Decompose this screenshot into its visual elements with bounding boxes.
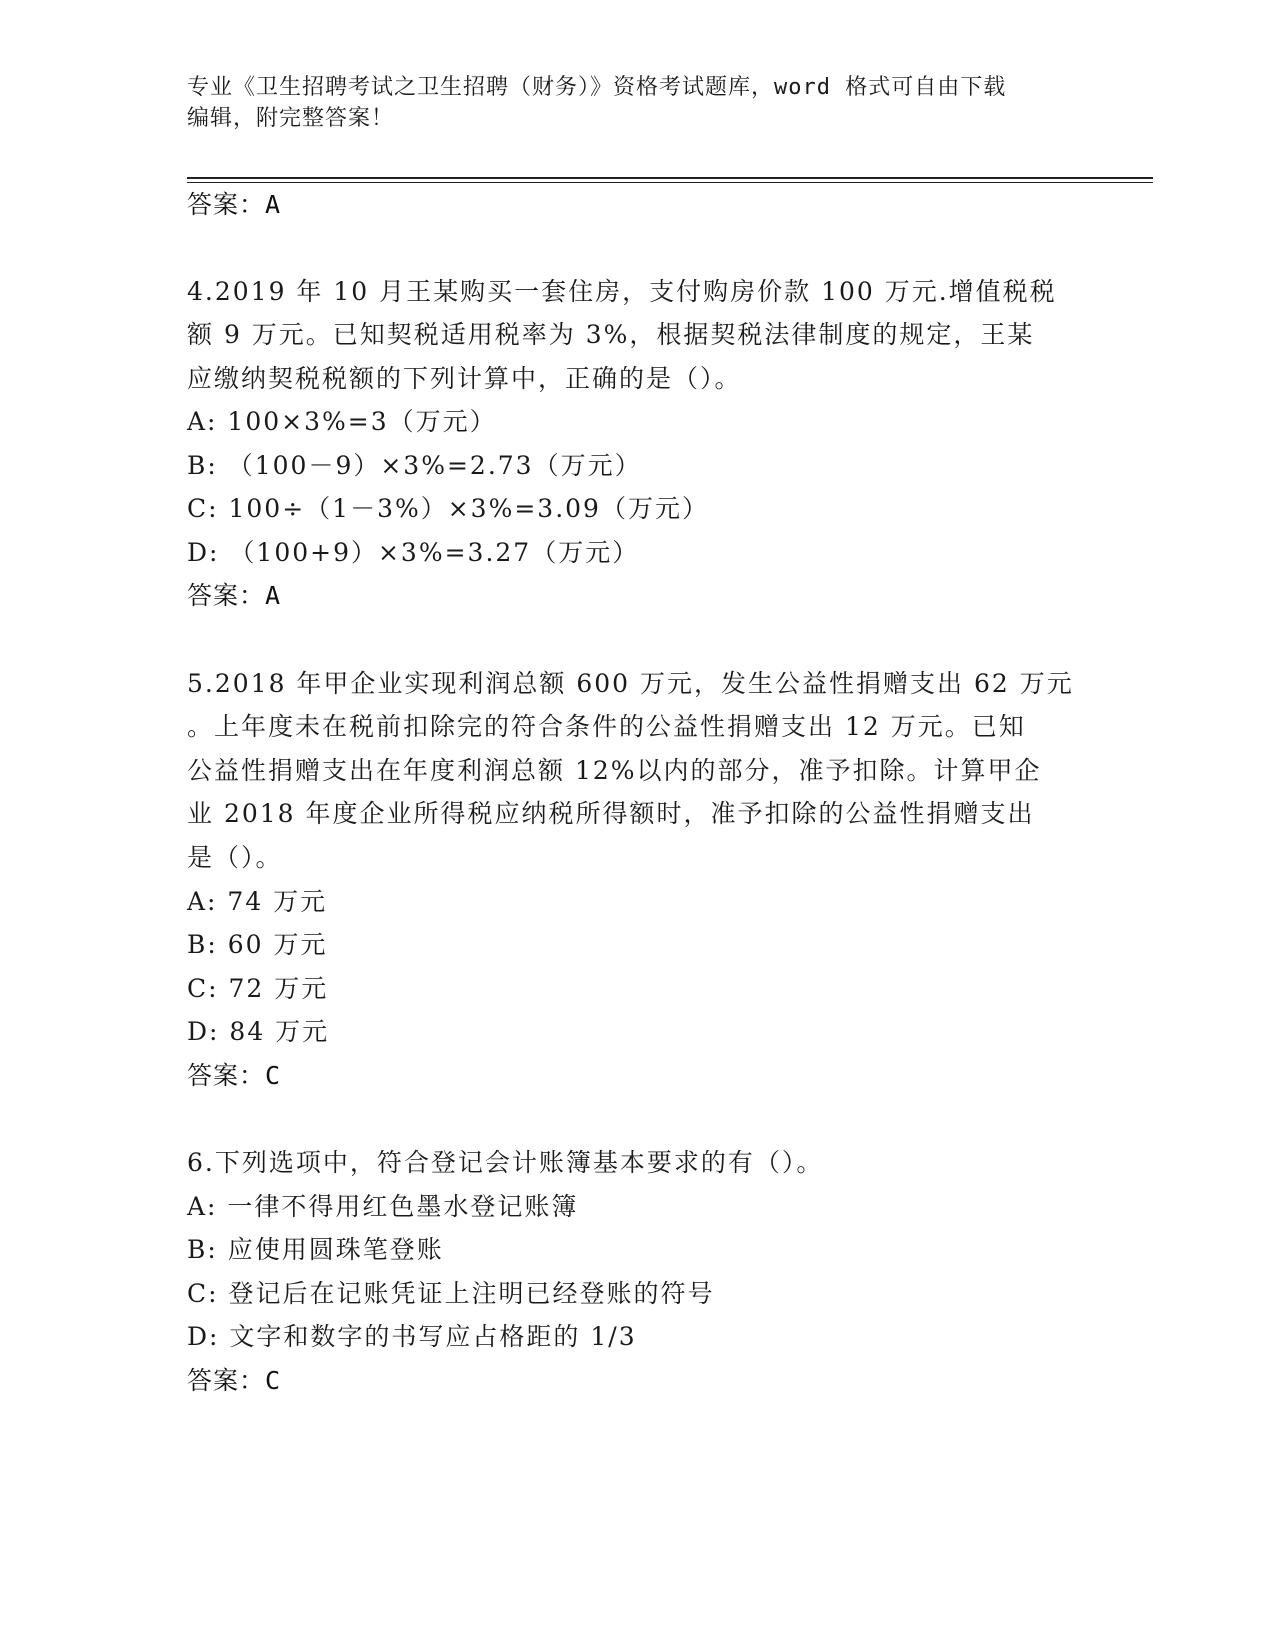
header-rule-thick xyxy=(187,177,1153,179)
question-5-option-d: D: 84 万元 xyxy=(187,1017,330,1046)
question-5-line-1: 5.2018 年甲企业实现利润总额 600 万元，发生公益性捐赠支出 62 万元 xyxy=(187,669,1074,698)
question-4-line-3: 应缴纳契税税额的下列计算中，正确的是（）。 xyxy=(187,364,742,393)
question-5-line-5: 是（）。 xyxy=(187,843,283,872)
question-6-option-b: B: 应使用圆珠笔登账 xyxy=(187,1235,444,1264)
document-header xyxy=(187,72,1067,134)
question-5-line-4: 业 2018 年度企业所得税应纳税所得额时，准予扣除的公益性捐赠支出 xyxy=(187,799,1035,828)
question-4-option-d: D: （100+9）×3%=3.27（万元） xyxy=(187,538,640,567)
question-5-line-3: 公益性捐赠支出在年度利润总额 12%以内的部分，准予扣除。计算甲企 xyxy=(187,756,1042,785)
question-4-option-a: A: 100×3%=3（万元） xyxy=(187,407,497,436)
question-6-line-1: 6.下列选项中，符合登记会计账簿基本要求的有（）。 xyxy=(187,1148,824,1177)
question-5-option-b: B: 60 万元 xyxy=(187,930,328,959)
question-5-option-a: A: 74 万元 xyxy=(187,887,328,916)
question-6-option-d: D: 文字和数字的书写应占格距的 1/3 xyxy=(187,1322,637,1351)
header-line-1: 专业《卫生招聘考试之卫生招聘（财务）》资格考试题库，word 格式可自由下载 xyxy=(187,75,1007,100)
question-4-option-c: C: 100÷（1－3%）×3%=3.09（万元） xyxy=(187,494,709,523)
question-6-option-a: A: 一律不得用红色墨水登记账簿 xyxy=(187,1192,579,1221)
header-line-2: 编辑，附完整答案！ xyxy=(187,106,395,131)
question-4-line-1: 4.2019 年 10 月王某购买一套住房，支付购房价款 100 万元.增值税税 xyxy=(187,277,1057,306)
question-5-option-c: C: 72 万元 xyxy=(187,974,329,1003)
previous-question-answer: 答案：A xyxy=(187,190,282,219)
header-rule-thin xyxy=(187,182,1153,183)
question-4-option-b: B: （100－9）×3%=2.73（万元） xyxy=(187,451,642,480)
question-6-option-c: C: 登记后在记账凭证上注明已经登账的符号 xyxy=(187,1279,715,1308)
question-5-line-2: 。上年度未在税前扣除完的符合条件的公益性捐赠支出 12 万元。已知 xyxy=(187,712,1026,741)
question-4-answer: 答案：A xyxy=(187,581,282,610)
question-6-answer: 答案：C xyxy=(187,1366,282,1395)
question-4-line-2: 额 9 万元。已知契税适用税率为 3%，根据契税法律制度的规定，王某 xyxy=(187,320,1035,349)
question-5-answer: 答案：C xyxy=(187,1061,282,1090)
